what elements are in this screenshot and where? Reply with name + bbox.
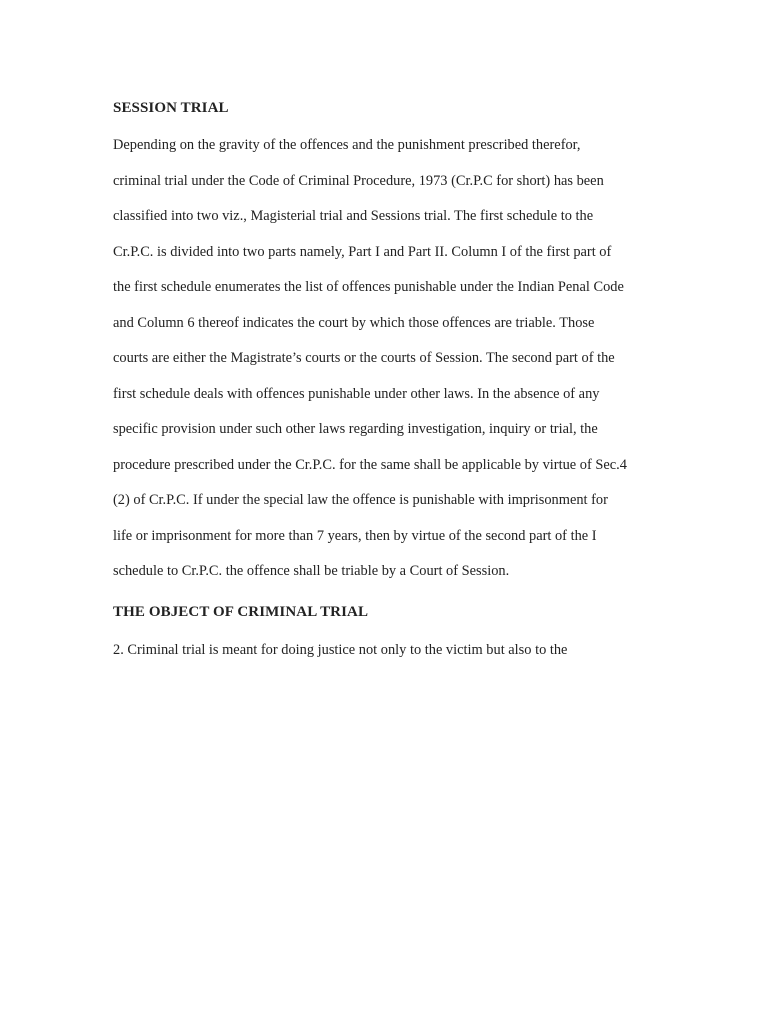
- paragraph-line: criminal trial under the Code of Criminal Procedure, 1973 (Cr.P.C for short) has been: [113, 172, 604, 189]
- paragraph-list: [113, 134, 658, 584]
- paragraph-line: first schedule deals with offences punishable under other laws. In the absence of any: [113, 385, 600, 402]
- paragraph-line: classified into two viz., Magisterial trial and Sessions trial. The first schedule to the: [113, 208, 594, 224]
- paragraph-line: Cr.P.C. is divided into two parts namely, Part I and Part II. Column I of the first part of: [113, 243, 612, 260]
- paragraph-list: [113, 639, 658, 663]
- paragraph-line: specific provision under such other laws regarding investigation, inquiry or trial, the: [113, 421, 598, 437]
- paragraph-line: procedure prescribed under the Cr.P.C. for the same shall be applicable by virtue of Sec.4: [113, 456, 627, 473]
- paragraph-line: schedule to Cr.P.C. the offence shall be triable by a Court of Session.: [113, 563, 510, 579]
- paragraph-line: (2) of Cr.P.C. If under the special law the offence is punishable with imprisonment for: [113, 492, 608, 508]
- paragraph-line: courts are either the Magistrate’s courts or the courts of Session. The second part of the: [113, 350, 615, 366]
- document-body: [113, 98, 658, 662]
- paragraph-line: the first schedule enumerates the list of offences punishable under the Indian Penal Code: [113, 279, 624, 295]
- section-heading: THE OBJECT OF CRIMINAL TRIAL: [113, 603, 369, 620]
- paragraph-line: and Column 6 thereof indicates the court by which those offences are triable. Those: [113, 314, 595, 331]
- paragraph-line: life or imprisonment for more than 7 years, then by virtue of the second part of the I: [113, 527, 597, 544]
- paragraph-line: 2. Criminal trial is meant for doing justice not only to the victim but also to the: [113, 641, 568, 658]
- paragraph-line: Depending on the gravity of the offences and the punishment prescribed therefor,: [113, 137, 581, 153]
- section-heading: SESSION TRIAL: [113, 100, 229, 116]
